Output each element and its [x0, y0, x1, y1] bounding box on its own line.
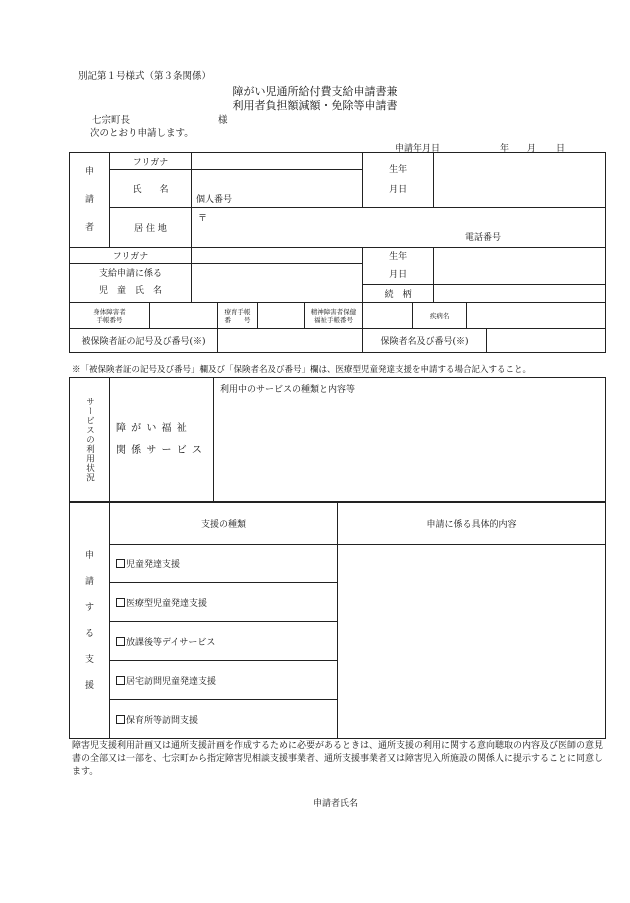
service-content-field[interactable]	[214, 378, 606, 502]
child-birth-label: 生年 月日	[363, 248, 434, 285]
child-birthdate-field[interactable]	[434, 248, 606, 285]
insurer-label: 保険者名及び番号(※)	[363, 329, 487, 353]
ryoiku-handbook-field[interactable]	[258, 303, 305, 329]
support-option-jido-hattatsu[interactable]: 児童発達支援	[110, 545, 338, 583]
checkbox-icon[interactable]	[116, 637, 125, 646]
signer-name-label: 申請者氏名	[313, 799, 359, 809]
child-name-field[interactable]	[192, 264, 363, 303]
addressee: 七宗町長	[92, 115, 131, 126]
applicant-section-label: 申 請 者	[70, 153, 110, 248]
checkbox-icon[interactable]	[116, 559, 125, 568]
postal-mark: 〒	[198, 214, 208, 224]
checkbox-icon[interactable]	[116, 676, 125, 685]
date-year: 年	[500, 144, 510, 154]
service-section-label: サービスの利用状況	[70, 378, 110, 502]
date-month: 月	[527, 144, 537, 154]
physical-handbook-label: 身体障害者 手帳番号	[70, 303, 150, 329]
insurance-note: ※「被保険者証の記号及び番号」欄及び「保険者名及び番号」欄は、医療型児童発達支援を申請する場合記入すること。	[72, 365, 532, 375]
child-name-label: 支給申請に係る 児 童 氏 名	[70, 264, 192, 303]
applicant-furigana-field[interactable]	[192, 153, 363, 170]
support-option-kyotaku-homon[interactable]: 居宅訪問児童発達支援	[110, 661, 338, 700]
applicant-address-label: 居 住 地	[110, 208, 192, 248]
my-number-label: 個人番号	[196, 195, 233, 205]
checkbox-icon[interactable]	[116, 715, 125, 724]
applicant-birth-label: 生年 月日	[363, 153, 434, 208]
support-option-iryo-jido-hattatsu[interactable]: 医療型児童発達支援	[110, 583, 338, 622]
disease-label: 疾病名	[413, 303, 467, 329]
relation-field[interactable]	[434, 285, 606, 303]
support-detail-field[interactable]	[338, 545, 606, 739]
applicant-name-label: 氏 名	[110, 170, 192, 208]
form-title-line-1: 障がい児通所給付費支給申請書兼	[232, 85, 398, 98]
service-usage-table	[69, 377, 606, 502]
support-detail-header: 申請に係る具体的内容	[338, 503, 606, 545]
physical-handbook-field[interactable]	[150, 303, 218, 329]
phone-label: 電話番号	[465, 233, 502, 243]
applicant-address-field[interactable]	[192, 208, 606, 248]
intro-text: 次のとおり申請します。	[90, 128, 194, 139]
date-label: 申請年月日	[395, 144, 441, 154]
support-kind-header: 支援の種類	[110, 503, 338, 545]
applicant-table	[69, 152, 606, 353]
applicant-name-field[interactable]	[192, 170, 363, 208]
relation-label: 続 柄	[363, 285, 434, 303]
requested-support-table	[69, 502, 606, 739]
consent-text: 障害児支援利用計画又は通所支援計画を作成するために必要があるときは、通所支援の利用に関する意向聴取の内容及び医師の意見書の全部又は一部を、七宗町から指定障害児相談支援事業者、通所支援事業者又は障害児入所施設の関係人に提示することに同意します。	[72, 741, 604, 777]
date-day: 日	[556, 144, 566, 154]
mental-handbook-label: 精神障害者保健 福祉手帳番号	[305, 303, 363, 329]
applicant-birthdate-field[interactable]	[434, 153, 606, 208]
checkbox-icon[interactable]	[116, 598, 125, 607]
addressee-honorific: 様	[218, 115, 228, 126]
applicant-furigana-label: フリガナ	[110, 153, 192, 170]
request-section-label: 申 請 す る 支 援	[70, 503, 110, 739]
support-option-hokago-day[interactable]: 放課後等デイサービス	[110, 622, 338, 661]
form-number: 別記第１号様式（第３条関係）	[78, 71, 212, 82]
insured-cert-field[interactable]	[218, 329, 363, 353]
child-furigana-label: フリガナ	[70, 248, 192, 264]
service-content-label: 利用中のサービスの種類と内容等	[220, 385, 356, 395]
form-title-line-2: 利用者負担額減額・免除等申請書	[232, 99, 398, 112]
support-option-hoikusho-homon[interactable]: 保育所等訪問支援	[110, 700, 338, 739]
disease-field[interactable]	[467, 303, 606, 329]
child-furigana-field[interactable]	[192, 248, 363, 264]
ryoiku-handbook-label: 療育手帳 番 号	[218, 303, 258, 329]
insured-cert-label: 被保険者証の記号及び番号(※)	[70, 329, 218, 353]
insurer-field[interactable]	[487, 329, 606, 353]
service-kind-label: 障 が い 福 祉 関 係 サ ー ビ ス	[110, 378, 214, 502]
mental-handbook-field[interactable]	[363, 303, 413, 329]
